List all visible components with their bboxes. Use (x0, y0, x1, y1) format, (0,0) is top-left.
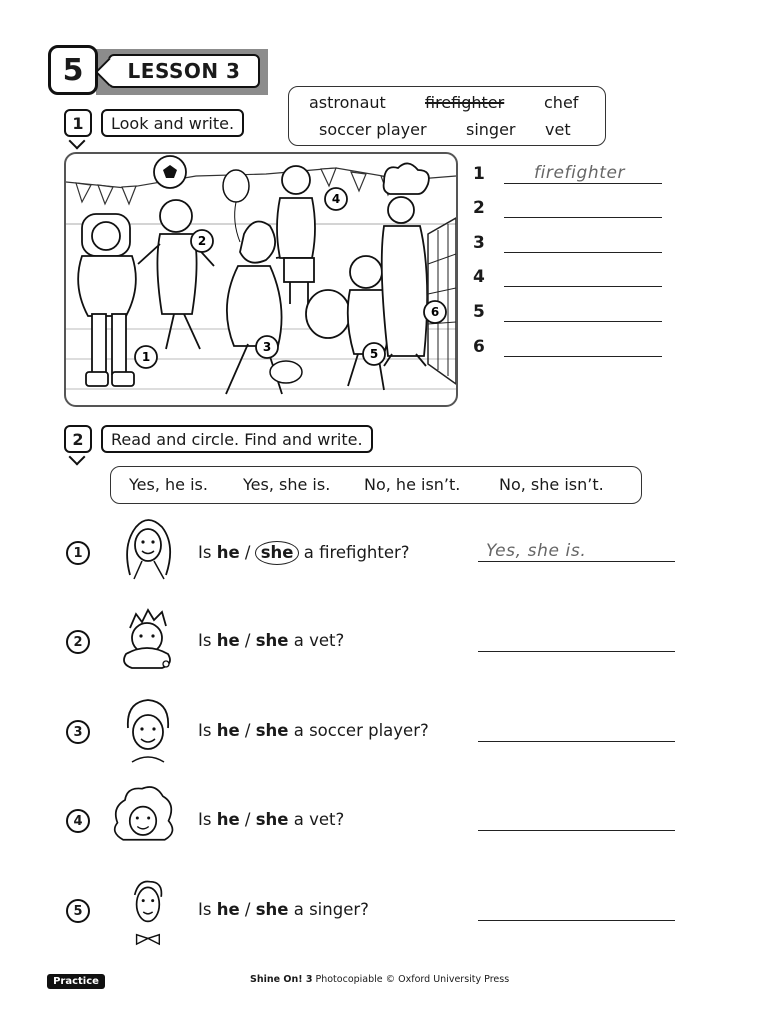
question-4-option-she[interactable]: she (255, 810, 289, 829)
word-bank-astronaut: astronaut (309, 93, 386, 112)
question-3-number: 3 (66, 720, 90, 744)
answer-4-line[interactable] (504, 286, 662, 287)
question-2-slash: / (244, 631, 251, 650)
person-1-figure (78, 214, 136, 386)
footer-copyright: Photocopiable © Oxford University Press (315, 974, 510, 985)
exercise-2-title: Read and circle. Find and write. (101, 425, 373, 453)
word-bank-singer: singer (466, 120, 516, 139)
footer-book-title: Shine On! 3 (250, 974, 313, 985)
word-bank-chef: chef (544, 93, 579, 112)
unit-number: 5 (48, 45, 98, 95)
exercise-1-number: 1 (64, 109, 92, 137)
answer-bank (110, 466, 642, 504)
answer-3-line[interactable] (504, 252, 662, 253)
picture-label-6 (424, 301, 446, 323)
answer-1-line[interactable] (504, 183, 662, 184)
question-2-number: 2 (66, 630, 90, 654)
question-3-option-she[interactable]: she (255, 721, 289, 740)
answer-3-number: 3 (473, 233, 485, 253)
question-5-prefix: Is (198, 900, 212, 919)
question-5-slash: / (244, 900, 251, 919)
man-bow-tie-face-icon (112, 876, 182, 946)
question-1-text (198, 541, 410, 565)
picture-label-3 (256, 336, 278, 358)
picture-label-4 (325, 188, 347, 210)
question-2-answer-line[interactable] (478, 651, 675, 652)
person-6-figure (382, 163, 429, 366)
question-3-suffix: a soccer player? (293, 721, 429, 740)
answer-bank-no-he: No, he isn’t. (364, 475, 461, 494)
word-bank-soccer-player: soccer player (319, 120, 427, 139)
lesson-title-text: LESSON 3 (127, 59, 241, 83)
question-1-answer: Yes, she is. (486, 541, 587, 561)
question-1-option-she-circled[interactable]: she (255, 541, 300, 565)
word-bank-firefighter-crossed: firefighter (425, 93, 505, 112)
picture-label-2-text: 2 (197, 234, 207, 248)
question-4-text (198, 810, 344, 829)
party-scene-illustration (66, 154, 456, 405)
question-5-option-he[interactable]: he (216, 900, 240, 919)
question-4-option-he[interactable]: he (216, 810, 240, 829)
answer-2-number: 2 (473, 198, 485, 218)
question-1-prefix: Is (198, 543, 212, 562)
question-4-suffix: a vet? (293, 810, 345, 829)
answer-6-line[interactable] (504, 356, 662, 357)
person-5-figure (306, 256, 389, 390)
question-3-answer-line[interactable] (478, 741, 675, 742)
question-2-prefix: Is (198, 631, 212, 650)
question-1-suffix: a firefighter? (303, 543, 410, 562)
question-1-answer-line[interactable] (478, 561, 675, 562)
question-2-option-she[interactable]: she (255, 631, 289, 650)
question-3-text (198, 721, 429, 740)
question-4-answer-line[interactable] (478, 830, 675, 831)
exercise-2-number: 2 (64, 425, 92, 453)
question-5-text (198, 900, 369, 919)
girl-curly-hair-face-icon (108, 783, 178, 853)
party-scene-picture (64, 152, 458, 407)
picture-label-1-text: 1 (141, 350, 151, 364)
answer-bank-yes-he: Yes, he is. (129, 475, 208, 494)
boy-spiky-hair-face-icon (112, 604, 182, 674)
word-bank-vet: vet (545, 120, 571, 139)
person-2-figure (138, 200, 214, 349)
exercise-1-title: Look and write. (101, 109, 244, 137)
practice-badge: Practice (47, 974, 105, 989)
picture-label-3-text: 3 (262, 340, 272, 354)
girl-short-hair-face-icon (112, 694, 182, 764)
picture-label-1 (135, 346, 157, 368)
question-3-slash: / (244, 721, 251, 740)
picture-label-5-text: 5 (369, 347, 379, 361)
question-5-number: 5 (66, 899, 90, 923)
question-2-suffix: a vet? (293, 631, 345, 650)
girl-long-hair-face-icon (112, 513, 182, 583)
question-4-prefix: Is (198, 810, 212, 829)
picture-label-5 (363, 343, 385, 365)
question-1-slash: / (244, 543, 251, 562)
question-5-suffix: a singer? (293, 900, 369, 919)
footer-credit (250, 974, 509, 985)
picture-label-2 (191, 230, 213, 252)
answer-6-number: 6 (473, 337, 485, 357)
answer-bank-yes-she: Yes, she is. (243, 475, 331, 494)
question-3-prefix: Is (198, 721, 212, 740)
question-1-number: 1 (66, 541, 90, 565)
question-2-option-he[interactable]: he (216, 631, 240, 650)
question-3-option-he[interactable]: he (216, 721, 240, 740)
picture-label-6-text: 6 (430, 305, 440, 319)
soccer-ball-icon (154, 156, 186, 188)
picture-label-4-text: 4 (331, 192, 341, 206)
lesson-title (108, 54, 260, 88)
word-bank (288, 86, 606, 146)
question-1-option-he[interactable]: he (216, 543, 240, 562)
answer-1-text: firefighter (534, 163, 626, 183)
question-4-slash: / (244, 810, 251, 829)
question-5-option-she[interactable]: she (255, 900, 289, 919)
answer-2-line[interactable] (504, 217, 662, 218)
question-4-number: 4 (66, 809, 90, 833)
answer-5-number: 5 (473, 302, 485, 322)
answer-4-number: 4 (473, 267, 485, 287)
answer-5-line[interactable] (504, 321, 662, 322)
question-2-text (198, 631, 344, 650)
answer-1-number: 1 (473, 164, 485, 184)
question-5-answer-line[interactable] (478, 920, 675, 921)
answer-bank-no-she: No, she isn’t. (499, 475, 604, 494)
person-4-figure (277, 166, 315, 304)
